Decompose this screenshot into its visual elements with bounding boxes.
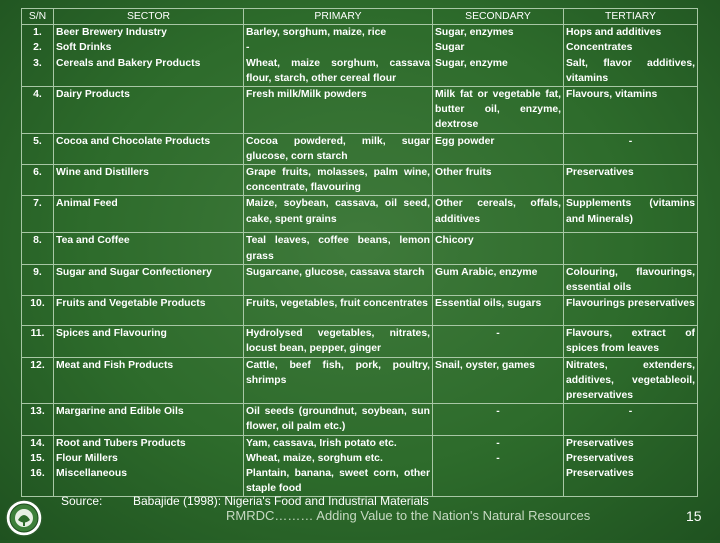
- sector-cell: [54, 233, 244, 264]
- secondary-cell: -: [433, 326, 564, 357]
- secondary-cell: Milk fat or vegetable fat, butter oil, enzyme, dextrose: [433, 87, 564, 134]
- sn-value: 2.: [33, 42, 42, 54]
- sn-value: 9.: [33, 266, 42, 278]
- sector-cell: [54, 133, 244, 164]
- sn-value: 4.: [33, 89, 42, 101]
- sn-value: 3.: [33, 57, 42, 69]
- sector-cell: [54, 326, 244, 357]
- sn-value: 12.: [30, 359, 45, 371]
- table-row: [22, 196, 698, 233]
- table-row: [22, 435, 698, 497]
- sector-cell: [54, 296, 244, 326]
- sn-value: 14.: [30, 437, 45, 449]
- sn-cell: [22, 87, 54, 134]
- tertiary-cell: Supplements (vitamins and Minerals): [564, 196, 698, 233]
- sn-cell: [22, 326, 54, 357]
- sn-cell: [22, 296, 54, 326]
- sn-value: 10.: [30, 298, 45, 310]
- table-row: [22, 357, 698, 404]
- table-row: [22, 25, 698, 87]
- sector-cell: [54, 404, 244, 435]
- tertiary-cell: Flavourings preservatives: [564, 296, 698, 326]
- primary-cell: Cocoa powdered, milk, sugar glucose, corn starch: [244, 133, 433, 164]
- table-body: [22, 25, 698, 497]
- header-tertiary: TERTIARY: [564, 9, 698, 25]
- secondary-cell: Other fruits: [433, 165, 564, 196]
- secondary-cell: Gum Arabic, enzyme: [433, 264, 564, 295]
- materials-table: [21, 8, 698, 497]
- page-number: 15: [686, 508, 702, 524]
- tertiary-cell: Preservatives Preservatives Preservatives: [564, 435, 698, 497]
- sector-name: Spices and Flavouring: [56, 328, 167, 340]
- primary-cell: Cattle, beef fish, pork, poultry, shrimps: [244, 357, 433, 404]
- sn-value: 11.: [30, 328, 45, 340]
- sector-name: Margarine and Edible Oils: [56, 406, 184, 418]
- secondary-cell: Other cereals, offals, additives: [433, 196, 564, 233]
- header-sector: SECTOR: [54, 9, 244, 25]
- sector-name: Wine and Distillers: [56, 167, 149, 179]
- sector-name: Beer Brewery Industry: [56, 27, 167, 39]
- sn-cell: [22, 165, 54, 196]
- secondary-cell: Egg powder: [433, 133, 564, 164]
- sn-cell: [22, 264, 54, 295]
- source-text: Babajide (1998): Nigeria's Food and Industrial Materials: [133, 494, 429, 508]
- secondary-cell: Chicory: [433, 233, 564, 264]
- sector-name: Cereals and Bakery Products: [56, 57, 201, 69]
- sn-cell: [22, 404, 54, 435]
- sn-cell: [22, 435, 54, 497]
- sector-cell: [54, 435, 244, 497]
- secondary-cell: Essential oils, sugars: [433, 296, 564, 326]
- secondary-cell: -: [433, 404, 564, 435]
- source-citation: [61, 494, 429, 508]
- source-label: Source:: [61, 494, 103, 508]
- table-row: [22, 133, 698, 164]
- tertiary-cell: Preservatives: [564, 165, 698, 196]
- sector-name: Meat and Fish Products: [56, 359, 174, 371]
- sector-name: Cocoa and Chocolate Products: [56, 135, 211, 147]
- primary-cell: Hydrolysed vegetables, nitrates, locust bean, pepper, ginger: [244, 326, 433, 357]
- sn-cell: [22, 133, 54, 164]
- secondary-cell: Sugar, enzymes Sugar Sugar, enzyme: [433, 25, 564, 87]
- secondary-cell: Snail, oyster, games: [433, 357, 564, 404]
- table-row: [22, 233, 698, 264]
- sector-cell: [54, 357, 244, 404]
- header-primary: PRIMARY: [244, 9, 433, 25]
- sector-name: Root and Tubers Products: [56, 437, 186, 449]
- sn-cell: [22, 233, 54, 264]
- sector-name: Fruits and Vegetable Products: [56, 298, 206, 310]
- sn-value: 15.: [30, 452, 45, 464]
- table-row: [22, 87, 698, 134]
- sector-name: Animal Feed: [56, 198, 118, 210]
- table-row: [22, 326, 698, 357]
- sector-name: Soft Drinks: [56, 42, 112, 54]
- sector-name: Tea and Coffee: [56, 235, 130, 247]
- table-row: [22, 404, 698, 435]
- tertiary-cell: -: [564, 133, 698, 164]
- tertiary-cell: Flavours, vitamins: [564, 87, 698, 134]
- primary-cell: Barley, sorghum, maize, rice - Wheat, maize sorghum, cassava flour, starch, other cereal flour: [244, 25, 433, 87]
- sn-value: 16.: [30, 468, 45, 480]
- primary-cell: Teal leaves, coffee beans, lemon grass: [244, 233, 433, 264]
- table-header-row: [22, 9, 698, 25]
- primary-cell: Oil seeds (groundnut, soybean, sun flower, oil palm etc.): [244, 404, 433, 435]
- tertiary-cell: Hops and additives Concentrates Salt, flavor additives, vitamins: [564, 25, 698, 87]
- primary-cell: Fresh milk/Milk powders: [244, 87, 433, 134]
- primary-cell: Yam, cassava, Irish potato etc. Wheat, maize, sorghum etc. Plantain, banana, sweet corn, other staple food: [244, 435, 433, 497]
- sector-name: Dairy Products: [56, 89, 130, 101]
- sector-cell: [54, 165, 244, 196]
- sn-value: 6.: [33, 167, 42, 179]
- table-row: [22, 165, 698, 196]
- sector-name: Flour Millers: [56, 452, 118, 464]
- table-row: [22, 264, 698, 295]
- sector-cell: [54, 196, 244, 233]
- sector-cell: [54, 264, 244, 295]
- table-row: [22, 296, 698, 326]
- secondary-cell: - -: [433, 435, 564, 497]
- tertiary-cell: Colouring, flavourings, essential oils: [564, 264, 698, 295]
- primary-cell: Grape fruits, molasses, palm wine, concentrate, flavouring: [244, 165, 433, 196]
- sector-name: Miscellaneous: [56, 468, 128, 480]
- tertiary-cell: [564, 233, 698, 264]
- tertiary-cell: Nitrates, extenders, additives, vegetableoil, preservatives: [564, 357, 698, 404]
- primary-cell: Fruits, vegetables, fruit concentrates: [244, 296, 433, 326]
- sn-cell: [22, 25, 54, 87]
- sector-name: Sugar and Sugar Confectionery: [56, 266, 212, 278]
- footer-tagline: RMRDC……… Adding Value to the Nation's Natural Resources: [226, 508, 591, 523]
- sn-value: 5.: [33, 135, 42, 147]
- tertiary-cell: Flavours, extract of spices from leaves: [564, 326, 698, 357]
- sector-cell: [54, 25, 244, 87]
- header-secondary: SECONDARY: [433, 9, 564, 25]
- rmrdc-seal-icon: [4, 498, 44, 538]
- primary-cell: Maize, soybean, cassava, oil seed, cake, spent grains: [244, 196, 433, 233]
- sn-cell: [22, 357, 54, 404]
- sn-value: 13.: [30, 406, 45, 418]
- sn-cell: [22, 196, 54, 233]
- tertiary-cell: -: [564, 404, 698, 435]
- sn-value: 8.: [33, 235, 42, 247]
- sector-cell: [54, 87, 244, 134]
- primary-cell: Sugarcane, glucose, cassava starch: [244, 264, 433, 295]
- sn-value: 7.: [33, 198, 42, 210]
- header-sn: S/N: [22, 9, 54, 25]
- sn-value: 1.: [33, 27, 42, 39]
